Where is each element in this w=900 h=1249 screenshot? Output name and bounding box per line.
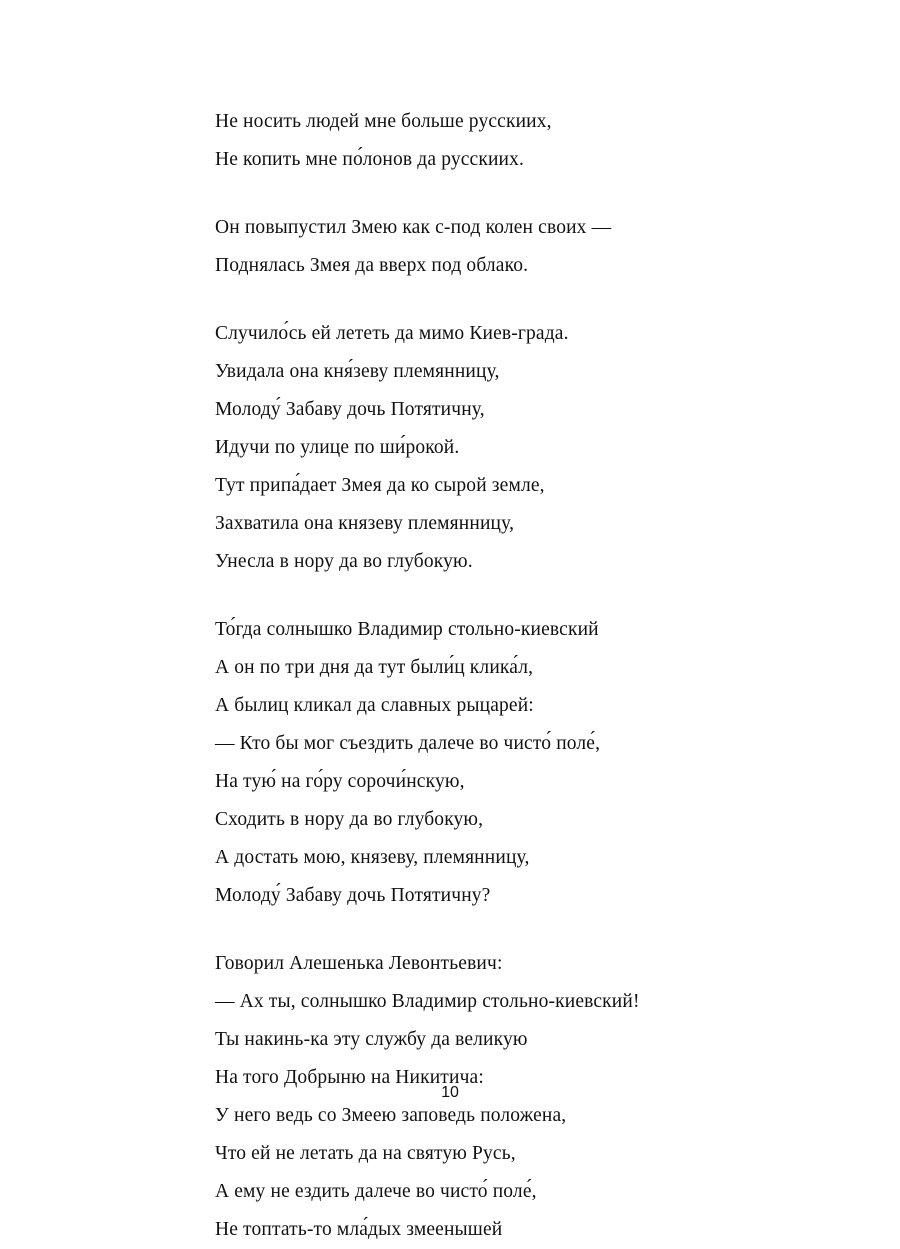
poem-line: Говорил Алешенька Левонтьевич: (215, 953, 503, 974)
poem-line: Захватила она князеву племянницу, (215, 513, 515, 534)
poem-line: Не копить мне по́лонов да русскиих. (215, 149, 525, 170)
stanza (215, 209, 835, 285)
poem-line: — Кто бы мог съездить далече во чисто́ поле́, (215, 733, 601, 754)
poem-line: То́гда солнышко Владимир стольно-киевский (215, 619, 599, 640)
poem-line: Тут припа́дает Змея да ко сырой земле, (215, 475, 545, 496)
poem-line: Увидала она кня́зеву племянницу, (215, 361, 500, 382)
poem-line: — Ах ты, солнышко Владимир стольно-киевский! (215, 991, 640, 1012)
poem-line: Молоду́ Забаву дочь Потятичну, (215, 399, 485, 420)
poem-line: На того Добрыню на Никитича: (215, 1067, 484, 1088)
poem-line: У него ведь со Змеею заповедь положена, (215, 1105, 567, 1126)
page-number: 10 (441, 1084, 459, 1101)
poem-line: А былиц кликал да славных рыцарей: (215, 695, 534, 716)
poem-line: Не носить людей мне больше русскиих, (215, 111, 552, 132)
poem-line: Идучи по улице по ши́рокой. (215, 437, 460, 458)
poem-line: Что ей не летать да на святую Русь, (215, 1143, 516, 1164)
stanza (215, 315, 835, 581)
poem-body (215, 103, 835, 1249)
poem-line: А ему не ездить далече во чисто́ поле́, (215, 1181, 537, 1202)
poem-line: Он повыпустил Змею как с-под колен своих — (215, 217, 612, 238)
poem-line: Не топтать-то мла́дых змеенышей (215, 1219, 503, 1240)
poem-line: Ты накинь-ка эту службу да великую (215, 1029, 528, 1050)
poem-line: А он по три дня да тут были́ц клика́л, (215, 657, 534, 678)
poem-line: Случило́сь ей лететь да мимо Киев-града. (215, 323, 569, 344)
stanza (215, 611, 835, 915)
poem-line: На тую́ на го́ру сорочи́нскую, (215, 771, 465, 792)
poem-line: Унесла в нору да во глубокую. (215, 551, 473, 572)
poem-line: Сходить в нору да во глубокую, (215, 809, 484, 830)
poem-line: Молоду́ Забаву дочь Потятичну? (215, 885, 491, 906)
poem-line: Поднялась Змея да вверх под облако. (215, 255, 529, 276)
stanza (215, 103, 835, 179)
poem-line: А достать мою, князеву, племянницу, (215, 847, 530, 868)
